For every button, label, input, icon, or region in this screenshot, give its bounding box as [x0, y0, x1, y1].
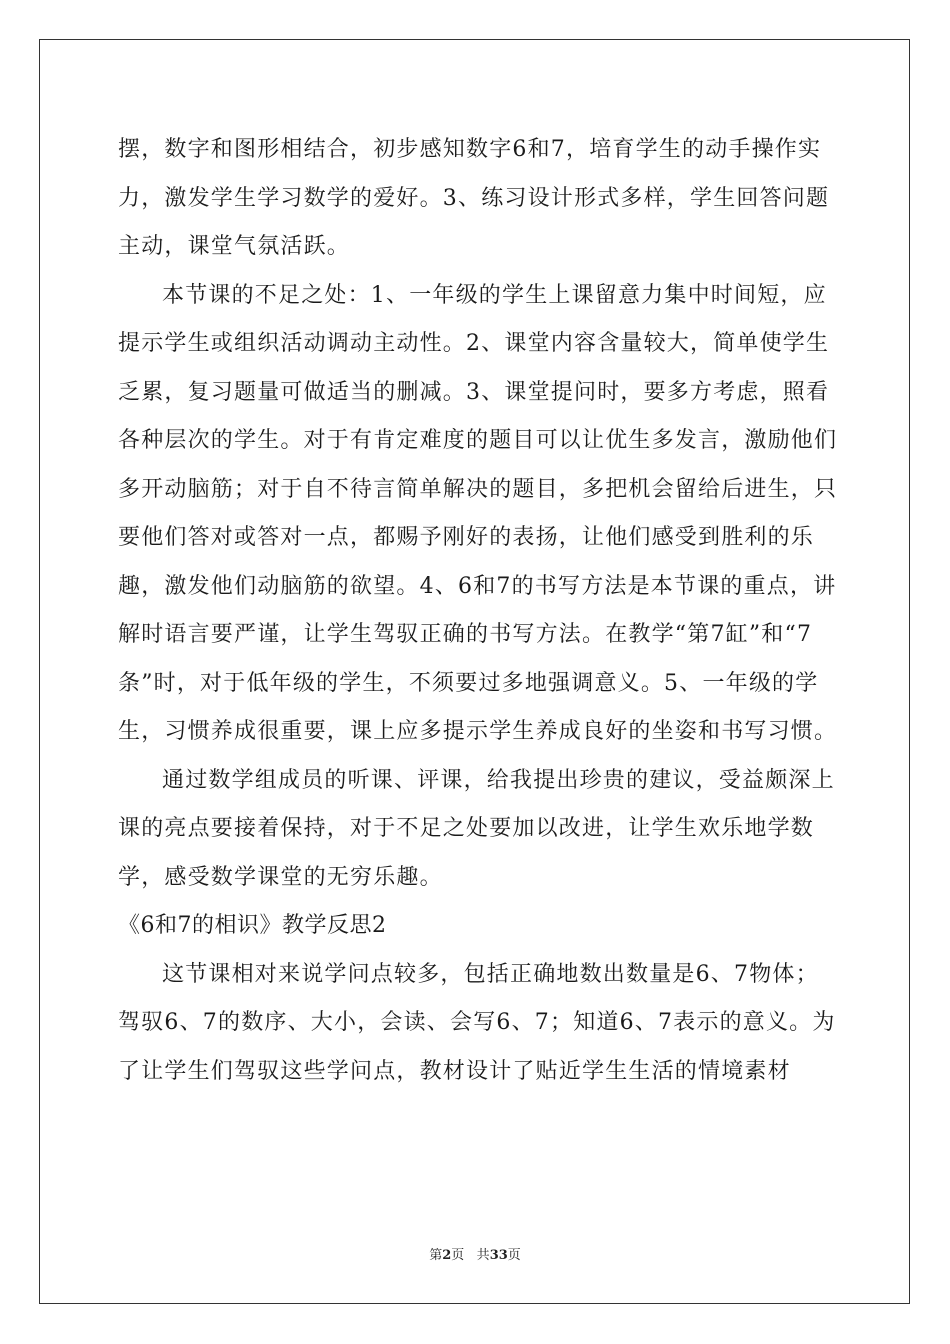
paragraph-reflection-2: 这节课相对来说学问点较多，包括正确地数出数量是6、7物体；驾驭6、7的数序、大小，会读、会写6、7；知道6、7表示的意义。为了让学生们驾驭这些学问点，教材设计了贴近学生生活的情境素材	[118, 961, 836, 1084]
document-body	[118, 126, 838, 1096]
paragraph-shortcomings: 本节课的不足之处：1、一年级的学生上课留意力集中时间短，应提示学生或组织活动调动主动性。2、课堂内容含量较大，简单使学生乏累，复习题量可做适当的删减。3、课堂提问时，要多方考虑，照看各种层次的学生。对于有肯定难度的题目可以让优生多发言，激励他们多开动脑筋；对于自不待言简单解决的题目，多把机会留给后进生，只要他们答对或答对一点，都赐予刚好的表扬，让他们感受到胜利的乐趣，激发他们动脑筋的欲望。4、6和7的书写方法是本节课的重点，讲解时语言要严谨，让学生驾驭正确的书写方法。在教学“第7缸”和“7条”时，对于低年级的学生，不须要过多地强调意义。5、一年级的学生，习惯养成很重要，课上应多提示学生养成良好的坐姿和书写习惯。	[118, 282, 838, 744]
page-footer	[0, 1244, 950, 1263]
paragraph-continuation: 摆，数字和图形相结合，初步感知数字6和7，培育学生的动手操作实力，激发学生学习数学的爱好。3、练习设计形式多样，学生回答问题主动，课堂气氛活跃。	[118, 137, 830, 259]
footer-page-suffix: 页	[451, 1248, 465, 1263]
footer-total-prefix: 共	[476, 1248, 490, 1263]
footer-total-pages: 33	[489, 1248, 508, 1263]
footer-total-suffix: 页	[507, 1248, 521, 1263]
paragraph-summary: 通过数学组成员的听课、评课，给我提出珍贵的建议，受益颇深上课的亮点要接着保持，对于不足之处要加以改进，让学生欢乐地学数学，感受数学课堂的无穷乐趣。	[118, 767, 835, 890]
footer-page-prefix: 第	[429, 1248, 443, 1263]
section-heading: 《6和7的相识》教学反思2	[118, 913, 387, 938]
footer-page-number: 2	[442, 1248, 452, 1263]
